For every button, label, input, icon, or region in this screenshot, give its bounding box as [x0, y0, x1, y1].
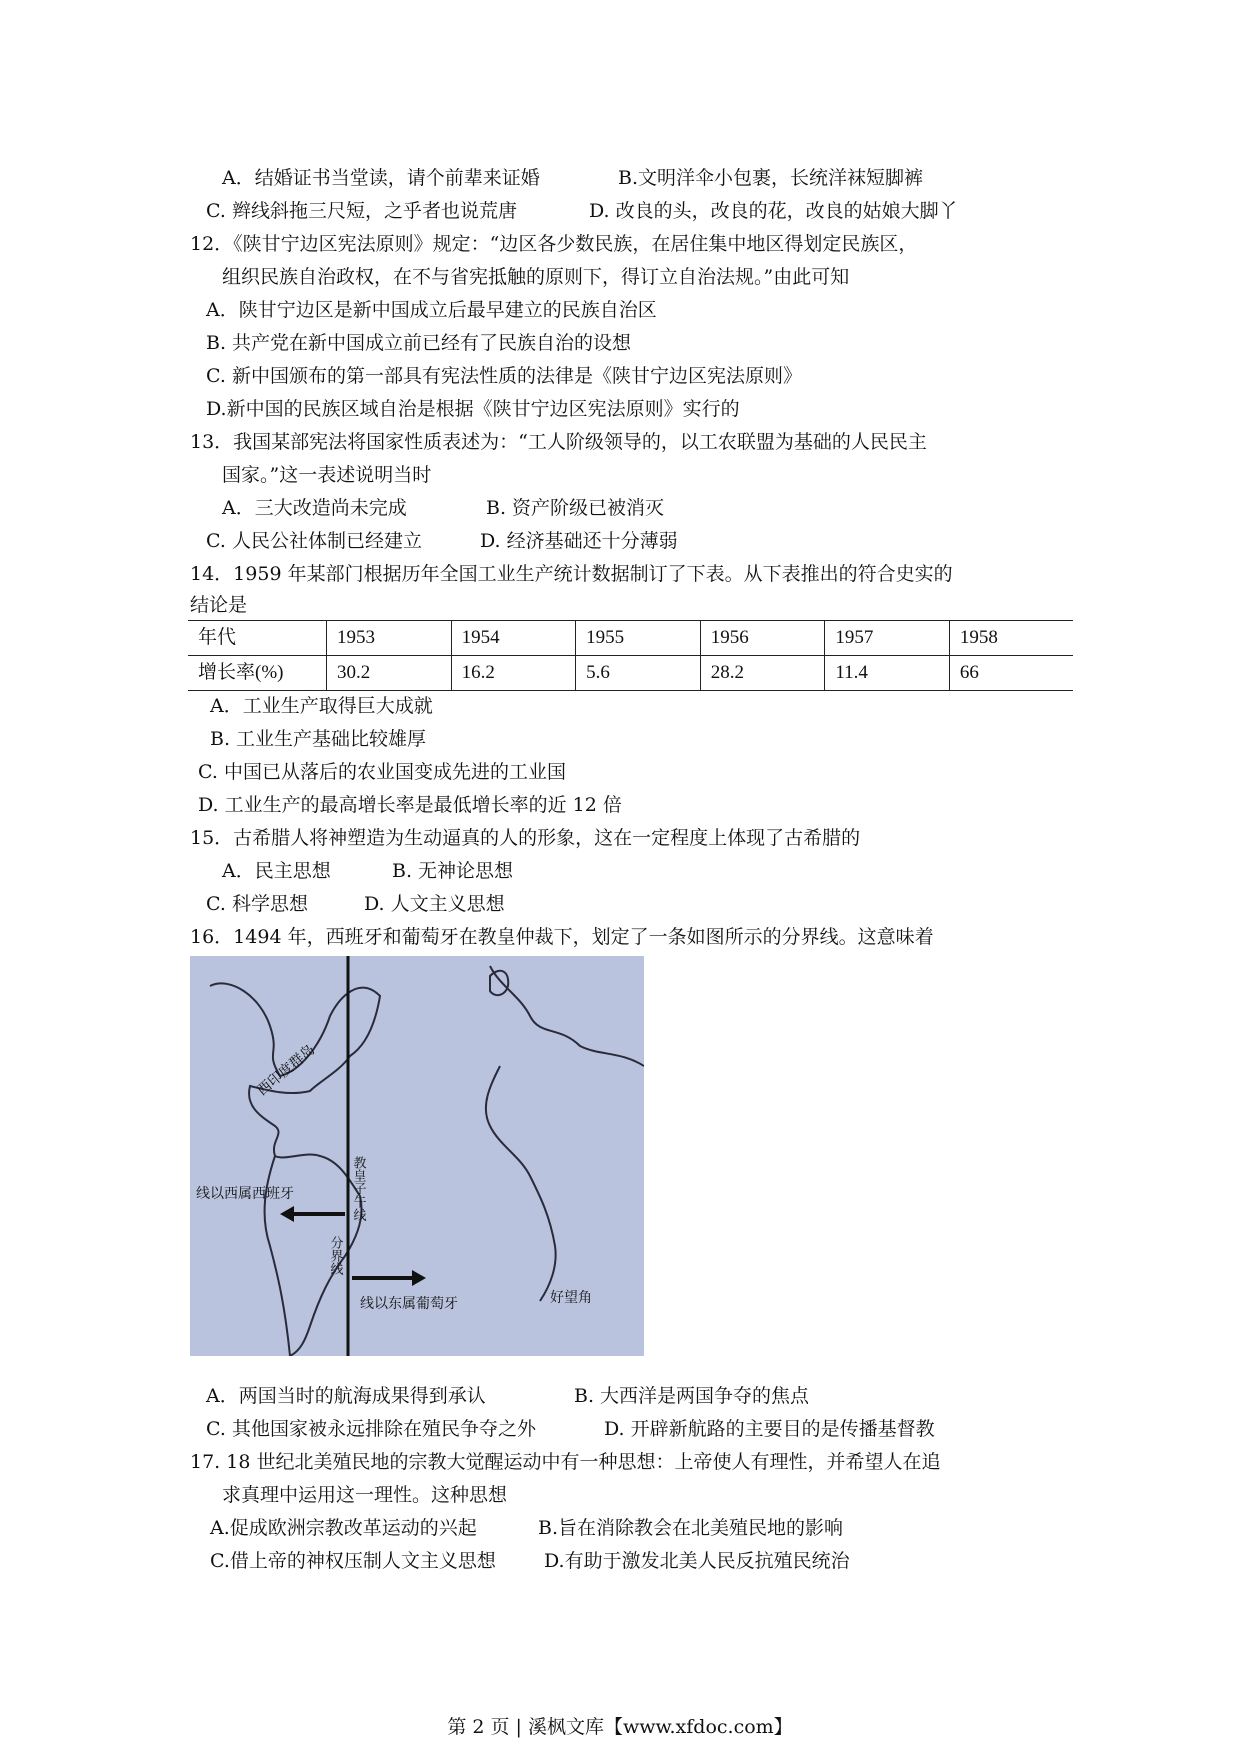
q13-stem-line1: 13．我国某部宪法将国家性质表述为：“工人阶级领导的，以工农联盟为基础的人民民主 [190, 431, 927, 453]
q12-stem-line2: 组织民族自治政权，在不与省宪抵触的原则下，得订立自治法规。”由此可知 [222, 266, 850, 288]
q16-option-d: D. 开辟新航路的主要目的是传播基督教 [604, 1418, 935, 1440]
row-label-years: 年代 [188, 621, 327, 656]
q16-option-a: A．两国当时的航海成果得到承认 [206, 1385, 486, 1407]
map-label-east: 线以东属葡萄牙 [360, 1296, 458, 1312]
q17-option-a: A.促成欧洲宗教改革运动的兴起 [210, 1517, 477, 1539]
year-cell: 1956 [700, 621, 825, 656]
west-arrow-head [280, 1206, 294, 1222]
q11-option-d: D. 改良的头，改良的花，改良的姑娘大脚丫 [589, 200, 958, 222]
page-footer: 第 2 页 | 溪枫文库【www.xfdoc.com】 [447, 1716, 793, 1738]
q16-stem: 16．1494 年，西班牙和葡萄牙在教皇仲裁下，划定了一条如图所示的分界线。这意味着 [190, 926, 934, 948]
q15-option-d: D. 人文主义思想 [364, 893, 505, 915]
q13-option-d: D. 经济基础还十分薄弱 [480, 530, 678, 552]
rate-cell: 28.2 [700, 656, 825, 691]
q17-stem-line2: 求真理中运用这一理性。这种思想 [222, 1484, 508, 1506]
q14-option-b: B. 工业生产基础比较雄厚 [210, 728, 427, 750]
q14-option-a: A．工业生产取得巨大成就 [210, 695, 433, 717]
q13-stem-line2: 国家。”这一表述说明当时 [222, 464, 432, 486]
q11-option-a: A．结婚证书当堂读，请个前辈来证婚 [222, 167, 540, 189]
q14-stem-line2: 结论是 [190, 594, 248, 616]
rate-cell: 11.4 [825, 656, 950, 691]
q14-option-d: D. 工业生产的最高增长率是最低增长率的近 12 倍 [198, 794, 622, 816]
q17-option-d: D.有助于激发北美人民反抗殖民统治 [544, 1550, 850, 1572]
europe-africa-coastline [486, 966, 644, 1301]
q15-stem: 15．古希腊人将神塑造为生动逼真的人的形象，这在一定程度上体现了古希腊的 [190, 827, 861, 849]
q12-option-d: D.新中国的民族区域自治是根据《陕甘宁边区宪法原则》实行的 [206, 398, 740, 420]
rate-cell: 5.6 [576, 656, 701, 691]
rate-cell: 66 [949, 656, 1073, 691]
q15-option-b: B. 无神论思想 [392, 860, 514, 882]
q13-option-b: B. 资产阶级已被消灭 [486, 497, 665, 519]
rate-cell: 30.2 [327, 656, 452, 691]
q12-option-c: C. 新中国颁布的第一部具有宪法性质的法律是《陕甘宁边区宪法原则》 [206, 365, 802, 387]
q12-option-b: B. 共产党在新中国成立前已经有了民族自治的设想 [206, 332, 632, 354]
year-cell: 1955 [576, 621, 701, 656]
map-label-west: 线以西属西班牙 [196, 1186, 294, 1202]
q16-option-c: C. 其他国家被永远排除在殖民争夺之外 [206, 1418, 536, 1440]
map-label-papal: 教皇子午线 [350, 1156, 366, 1221]
q15-option-c: C. 科学思想 [206, 893, 308, 915]
year-cell: 1957 [825, 621, 950, 656]
row-label-rate: 增长率(%) [188, 656, 327, 691]
q17-stem-line1: 17. 18 世纪北美殖民地的宗教大觉醒运动中有一种思想：上帝使人有理性，并希望人在追 [190, 1451, 941, 1473]
map-label-divide: 分界线 [327, 1236, 343, 1275]
q11-option-b: B.文明洋伞小包裹，长统洋袜短脚裤 [618, 167, 924, 189]
q14-option-c: C. 中国已从落后的农业国变成先进的工业国 [198, 761, 566, 783]
q11-option-c: C. 辫线斜拖三尺短，之乎者也说荒唐 [206, 200, 517, 222]
year-cell: 1953 [327, 621, 452, 656]
table-row-rates [188, 656, 1073, 691]
east-arrow-head [412, 1270, 426, 1286]
rate-cell: 16.2 [451, 656, 576, 691]
q13-option-a: A．三大改造尚未完成 [222, 497, 407, 519]
year-cell: 1954 [451, 621, 576, 656]
demarcation-line-map [190, 956, 644, 1356]
map-label-west-indies: 西印度群岛 [254, 1041, 319, 1100]
table-row-years [188, 621, 1073, 656]
q15-option-a: A．民主思想 [222, 860, 331, 882]
year-cell: 1958 [949, 621, 1073, 656]
q12-option-a: A．陕甘宁边区是新中国成立后最早建立的民族自治区 [206, 299, 657, 321]
q17-option-c: C.借上帝的神权压制人文主义思想 [210, 1550, 496, 1572]
q16-option-b: B. 大西洋是两国争夺的焦点 [574, 1385, 810, 1407]
industrial-growth-table [188, 620, 1073, 691]
british-isles [490, 971, 508, 995]
atlantic-map-drawing [190, 956, 644, 1356]
q14-stem-line1: 14．1959 年某部门根据历年全国工业生产统计数据制订了下表。从下表推出的符合史实的 [190, 563, 953, 585]
q13-option-c: C. 人民公社体制已经建立 [206, 530, 422, 552]
map-label-cape: 好望角 [550, 1290, 592, 1306]
q17-option-b: B.旨在消除教会在北美殖民地的影响 [538, 1517, 844, 1539]
q12-stem-line1: 12．《陕甘宁边区宪法原则》规定：“边区各少数民族，在居住集中地区得划定民族区， [190, 233, 918, 255]
